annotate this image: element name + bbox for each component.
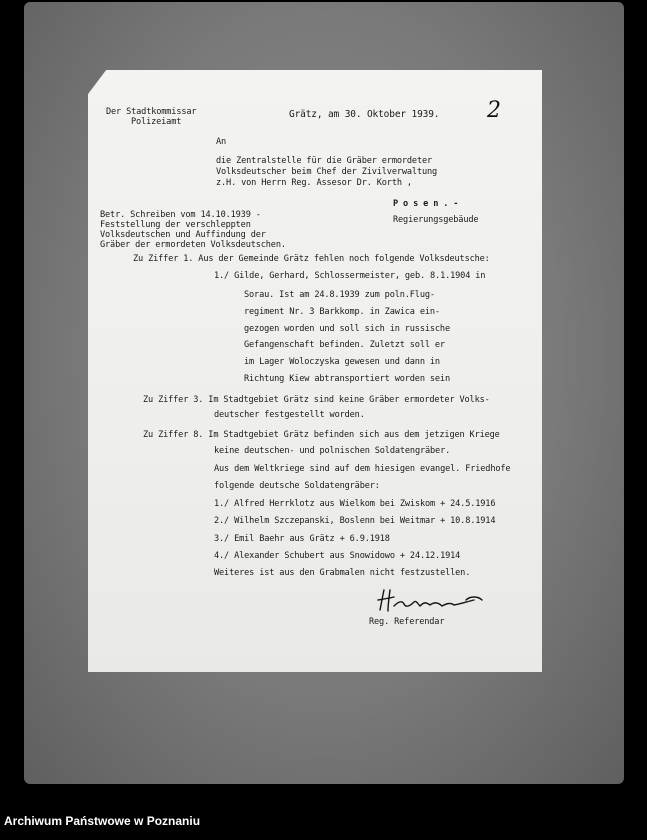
body-line: regiment Nr. 3 Barkkomp. in Zawica ein- (244, 307, 440, 317)
recipient-city: P o s e n . - (393, 199, 459, 209)
body-line: deutscher festgestellt worden. (214, 410, 365, 420)
body-line: Gefangenschaft befinden. Zuletzt soll er (244, 340, 445, 350)
place-date: Grätz, am 30. Oktober 1939. (289, 109, 440, 120)
recipient-line: An (216, 137, 227, 147)
recipient-line: die Zentralstelle für die Gräber ermordeter (216, 156, 433, 166)
recipient-line: z.H. von Herrn Reg. Assesor Dr. Korth , (216, 178, 412, 188)
recipient-line: Volksdeutscher beim Chef der Zivilverwaltung (216, 167, 438, 177)
body-line: Zu Ziffer 1. Aus der Gemeinde Grätz fehlen noch folgende Volksdeutsche: (133, 254, 490, 264)
grave-list-item: 3./ Emil Baehr aus Grätz + 6.9.1918 (214, 534, 390, 544)
subject-line: Gräber der ermordeten Volksdeutschen. (100, 240, 286, 250)
body-line: folgende deutsche Soldatengräber: (214, 481, 380, 491)
body-line: 1./ Gilde, Gerhard, Schlossermeister, geb. 8.1.1904 in (214, 271, 486, 281)
body-line: Sorau. Ist am 24.8.1939 zum poln.Flug- (244, 290, 435, 300)
body-line: im Lager Woloczyska gewesen und dann in (244, 357, 440, 367)
recipient-building: Regierungsgebäude (393, 215, 479, 225)
sender-office: Der Stadtkommissar (106, 107, 197, 117)
subject-line: Feststellung der verschleppten (100, 220, 251, 230)
archive-caption: Archiwum Państwowe w Poznaniu (4, 814, 201, 828)
grave-list-item: 2./ Wilhelm Szczepanski, Boslenn bei Weitmar + 10.8.1914 (214, 516, 496, 526)
subject-line: Volksdeutschen und Auffindung der (100, 230, 266, 240)
subject-line: Betr. Schreiben vom 14.10.1939 - (100, 210, 261, 220)
body-line: gezogen worden und soll sich in russische (244, 324, 450, 334)
sender-department: Polizeiamt (131, 117, 182, 127)
body-line: Aus dem Weltkriege sind auf dem hiesigen evangel. Friedhofe (214, 464, 511, 474)
body-line: Weiteres ist aus den Grabmalen nicht festzustellen. (214, 568, 471, 578)
body-line: Zu Ziffer 3. Im Stadtgebiet Grätz sind keine Gräber ermordeter Volks- (143, 395, 490, 405)
grave-list-item: 1./ Alfred Herrklotz aus Wielkom bei Zwiskom + 24.5.1916 (214, 499, 496, 509)
page-number: 2 (487, 98, 501, 123)
signature-title: Reg. Referendar (369, 617, 445, 627)
body-line: keine deutschen- und polnischen Soldatengräber. (214, 446, 451, 456)
handwritten-signature (374, 586, 494, 616)
body-line: Zu Ziffer 8. Im Stadtgebiet Grätz befinden sich aus dem jetzigen Kriege (143, 430, 500, 440)
body-line: Richtung Kiew abtransportiert worden sein (244, 374, 450, 384)
grave-list-item: 4./ Alexander Schubert aus Snowidowo + 24.12.1914 (214, 551, 461, 561)
